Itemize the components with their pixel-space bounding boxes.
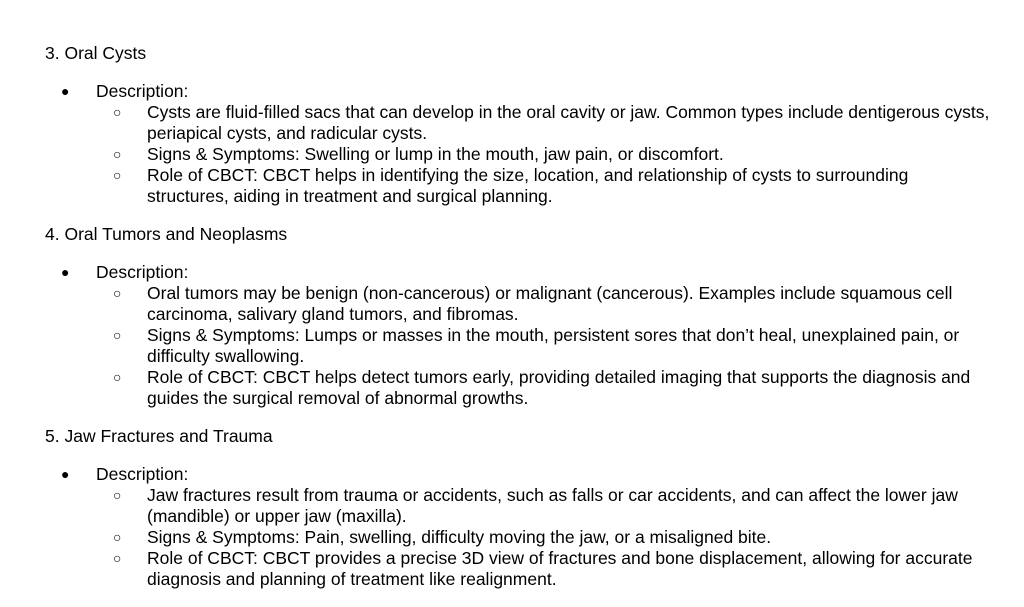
hollow-bullet-icon: ○ — [113, 550, 122, 566]
bullet-label: Description: — [96, 464, 189, 484]
sub-list — [45, 102, 990, 207]
description-bullet — [45, 262, 990, 283]
section-heading: 5. Jaw Fractures and Trauma — [45, 426, 273, 446]
list-item — [45, 485, 990, 527]
filled-bullet-icon: ● — [61, 466, 70, 482]
list-item-text: Jaw fractures result from trauma or accidents, such as falls or car accidents, and can affect the lower jaw (mandible) or upper jaw (maxilla). — [147, 485, 958, 526]
list-item — [45, 283, 990, 325]
list-item — [45, 367, 990, 409]
list-item-text: Signs & Symptoms: Lumps or masses in the mouth, persistent sores that don’t heal, unexplained pain, or difficulty swallowing. — [147, 325, 960, 366]
section-jaw-fractures — [45, 426, 990, 590]
document-content — [45, 43, 990, 607]
hollow-bullet-icon: ○ — [113, 369, 122, 385]
hollow-bullet-icon: ○ — [113, 529, 122, 545]
list-item-text: Signs & Symptoms: Swelling or lump in the mouth, jaw pain, or discomfort. — [147, 144, 724, 164]
list-item-text: Role of CBCT: CBCT provides a precise 3D view of fractures and bone displacement, allowing for accurate diagnosis and planning of treatment like realignment. — [147, 548, 973, 589]
hollow-bullet-icon: ○ — [113, 104, 122, 120]
description-bullet — [45, 81, 990, 102]
hollow-bullet-icon: ○ — [113, 327, 122, 343]
list-item — [45, 325, 990, 367]
list-item — [45, 527, 990, 548]
list-item-text: Cysts are fluid-filled sacs that can develop in the oral cavity or jaw. Common types include dentigerous cysts, periapical cysts, and radicular cysts. — [147, 102, 990, 143]
hollow-bullet-icon: ○ — [113, 167, 122, 183]
hollow-bullet-icon: ○ — [113, 146, 122, 162]
filled-bullet-icon: ● — [61, 264, 70, 280]
bullet-label: Description: — [96, 262, 189, 282]
sub-list — [45, 485, 990, 590]
list-item-text: Role of CBCT: CBCT helps detect tumors early, providing detailed imaging that supports the diagnosis and guides the surgical removal of abnormal growths. — [147, 367, 971, 408]
section-oral-tumors — [45, 224, 990, 409]
section-oral-cysts — [45, 43, 990, 207]
list-item — [45, 102, 990, 144]
list-item — [45, 144, 990, 165]
bullet-label: Description: — [96, 81, 189, 101]
section-heading: 4. Oral Tumors and Neoplasms — [45, 224, 288, 244]
list-item — [45, 165, 990, 207]
list-item — [45, 548, 990, 590]
list-item-text: Role of CBCT: CBCT helps in identifying the size, location, and relationship of cysts to surrounding structures, aiding in treatment and surgical planning. — [147, 165, 909, 206]
section-heading: 3. Oral Cysts — [45, 43, 147, 63]
filled-bullet-icon: ● — [61, 83, 70, 99]
list-item-text: Oral tumors may be benign (non-cancerous) or malignant (cancerous). Examples include squamous cell carcinoma, salivary gland tumors, and fibromas. — [147, 283, 953, 324]
description-bullet — [45, 464, 990, 485]
hollow-bullet-icon: ○ — [113, 487, 122, 503]
list-item-text: Signs & Symptoms: Pain, swelling, difficulty moving the jaw, or a misaligned bite. — [147, 527, 772, 547]
hollow-bullet-icon: ○ — [113, 285, 122, 301]
sub-list — [45, 283, 990, 409]
